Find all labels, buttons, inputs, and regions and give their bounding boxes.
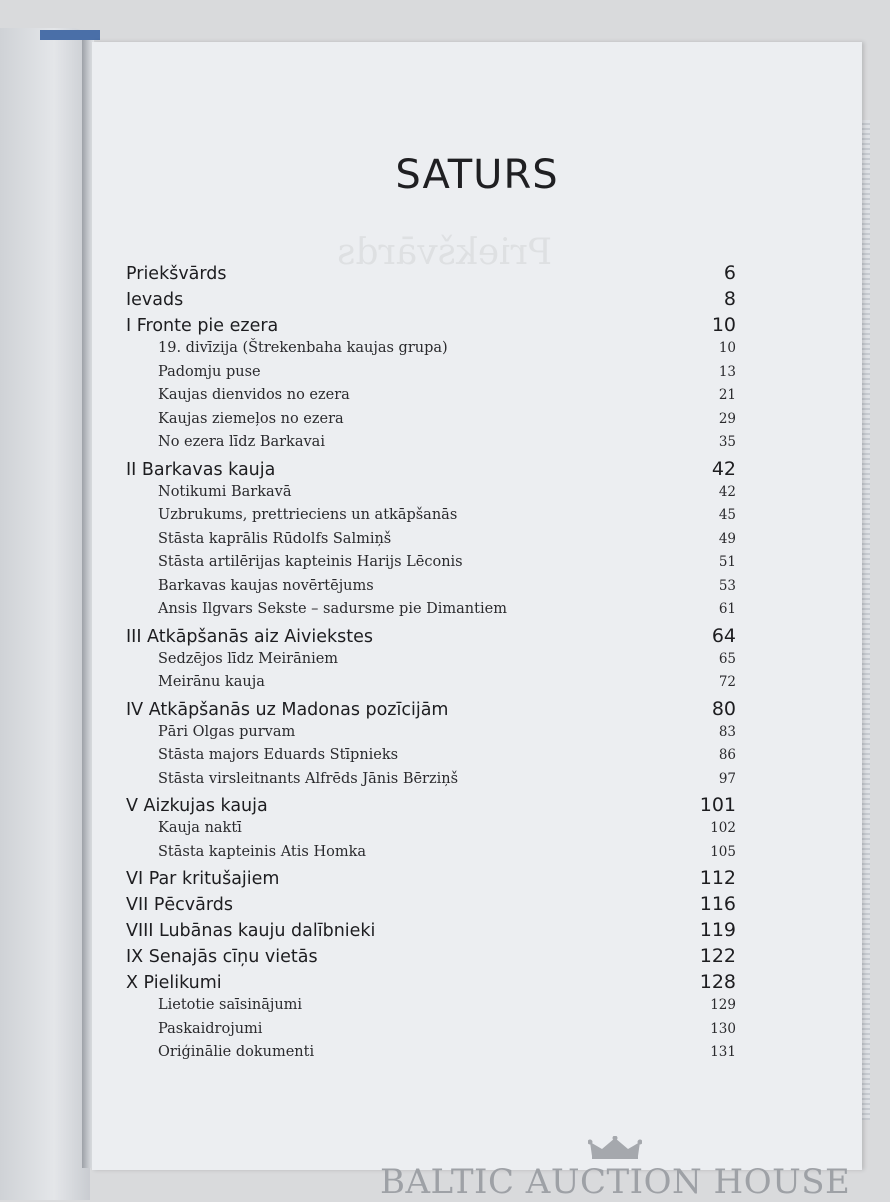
toc-entry-page: 112 bbox=[699, 867, 736, 889]
toc-entry-page: 29 bbox=[718, 410, 736, 427]
toc-entry-page: 51 bbox=[718, 554, 736, 570]
toc-entry-page: 101 bbox=[699, 794, 736, 816]
toc-chapter bbox=[126, 314, 736, 340]
toc-entry-label: Oriģinālie dokumenti bbox=[158, 1044, 315, 1060]
left-page bbox=[0, 28, 90, 1200]
toc-section bbox=[126, 601, 736, 625]
crown-icon bbox=[588, 1136, 642, 1160]
toc-entry-label: Kaujas dienvidos no ezera bbox=[158, 387, 350, 403]
toc-section bbox=[126, 1044, 736, 1068]
toc-section bbox=[126, 364, 736, 388]
toc-entry-page: 42 bbox=[718, 483, 736, 500]
toc-entry-page: 65 bbox=[718, 650, 736, 667]
toc-section bbox=[126, 531, 736, 555]
toc-entry-label: Barkavas kaujas novērtējums bbox=[158, 577, 374, 594]
toc-entry-page: 83 bbox=[718, 723, 736, 740]
toc-entry-page: 10 bbox=[718, 340, 736, 356]
page-title: SATURS bbox=[395, 152, 559, 198]
table-of-contents bbox=[126, 262, 736, 1068]
book-cover-edge bbox=[40, 30, 100, 40]
toc-chapter bbox=[126, 262, 736, 288]
toc-chapter bbox=[126, 458, 736, 484]
toc-entry-page: 8 bbox=[723, 288, 736, 310]
toc-entry-label: Stāsta virsleitnants Alfrēds Jānis Bērziņš bbox=[158, 770, 459, 787]
toc-entry-label: 19. divīzija (Štrekenbaha kaujas grupa) bbox=[158, 340, 448, 356]
toc-entry-label: VI Par kritušajiem bbox=[126, 869, 280, 889]
toc-section bbox=[126, 411, 736, 435]
toc-entry-label: Ievads bbox=[126, 290, 184, 310]
toc-entry-page: 122 bbox=[699, 945, 736, 967]
toc-chapter bbox=[126, 919, 736, 945]
toc-entry-label: Priekšvārds bbox=[126, 264, 227, 284]
toc-entry-page: 10 bbox=[711, 314, 736, 336]
toc-chapter bbox=[126, 893, 736, 919]
toc-entry-page: 80 bbox=[711, 697, 736, 720]
toc-chapter bbox=[126, 945, 736, 971]
toc-section bbox=[126, 674, 736, 698]
toc-entry-label: Meirānu kauja bbox=[158, 674, 265, 690]
toc-entry-page: 72 bbox=[718, 674, 736, 690]
toc-entry-label: Padomju puse bbox=[158, 363, 261, 380]
toc-entry-page: 61 bbox=[718, 601, 736, 617]
book-page bbox=[92, 42, 862, 1170]
toc-section bbox=[126, 771, 736, 795]
toc-entry-page: 105 bbox=[710, 843, 736, 860]
toc-section bbox=[126, 820, 736, 844]
toc-entry-page: 13 bbox=[718, 363, 736, 380]
toc-entry-label: Stāsta majors Eduards Stīpnieks bbox=[158, 747, 399, 763]
toc-section bbox=[126, 484, 736, 508]
toc-section bbox=[126, 340, 736, 364]
toc-entry-page: 6 bbox=[723, 262, 736, 284]
toc-entry-page: 131 bbox=[710, 1044, 736, 1060]
toc-entry-page: 49 bbox=[718, 530, 736, 547]
toc-entry-page: 42 bbox=[711, 457, 736, 480]
toc-section bbox=[126, 997, 736, 1021]
toc-entry-page: 128 bbox=[699, 971, 736, 993]
toc-section bbox=[126, 578, 736, 602]
toc-entry-page: 129 bbox=[710, 997, 736, 1013]
toc-entry-label: III Atkāpšanās aiz Aiviekstes bbox=[126, 626, 374, 647]
toc-section bbox=[126, 387, 736, 411]
toc-entry-page: 53 bbox=[718, 577, 736, 594]
toc-entry-label: V Aizkujas kauja bbox=[126, 796, 268, 816]
watermark-text: BALTIC AUCTION HOUSE bbox=[380, 1162, 851, 1202]
bleed-through-text: Priekšvārds bbox=[337, 232, 553, 273]
toc-entry-page: 35 bbox=[718, 434, 736, 450]
toc-chapter bbox=[126, 867, 736, 893]
toc-section bbox=[126, 844, 736, 868]
toc-entry-label: VIII Lubānas kauju dalībnieki bbox=[126, 921, 376, 941]
toc-entry-page: 86 bbox=[718, 747, 736, 763]
toc-entry-page: 21 bbox=[718, 387, 736, 403]
toc-section bbox=[126, 507, 736, 531]
toc-chapter bbox=[126, 698, 736, 724]
toc-entry-label: IX Senajās cīņu vietās bbox=[126, 947, 318, 967]
toc-entry-label: Stāsta artilērijas kapteinis Harijs Lēconis bbox=[158, 554, 463, 570]
toc-entry-label: Stāsta kapteinis Atis Homka bbox=[158, 843, 366, 860]
toc-section bbox=[126, 747, 736, 771]
toc-entry-label: Kauja naktī bbox=[158, 820, 242, 836]
toc-chapter bbox=[126, 971, 736, 997]
toc-entry-label: Lietotie saīsinājumi bbox=[158, 997, 303, 1013]
toc-section bbox=[126, 434, 736, 458]
toc-entry-page: 97 bbox=[718, 770, 736, 787]
toc-entry-page: 64 bbox=[711, 624, 736, 647]
toc-entry-label: VII Pēcvārds bbox=[126, 895, 233, 915]
toc-chapter bbox=[126, 288, 736, 314]
toc-entry-label: Stāsta kaprālis Rūdolfs Salmiņš bbox=[158, 530, 392, 547]
toc-entry-label: Kaujas ziemeļos no ezera bbox=[158, 410, 344, 427]
toc-chapter bbox=[126, 794, 736, 820]
toc-entry-label: Notikumi Barkavā bbox=[158, 483, 292, 500]
toc-section bbox=[126, 724, 736, 748]
toc-entry-label: Ansis Ilgvars Sekste – sadursme pie Dimantiem bbox=[158, 601, 507, 617]
toc-entry-label: X Pielikumi bbox=[126, 973, 222, 993]
toc-entry-label: IV Atkāpšanās uz Madonas pozīcijām bbox=[126, 699, 449, 720]
toc-section bbox=[126, 554, 736, 578]
toc-entry-label: No ezera līdz Barkavai bbox=[158, 434, 325, 450]
toc-entry-page: 102 bbox=[710, 820, 736, 836]
toc-section bbox=[126, 1021, 736, 1045]
toc-entry-page: 119 bbox=[699, 919, 736, 941]
toc-entry-page: 45 bbox=[718, 507, 736, 523]
watermark bbox=[380, 1136, 850, 1202]
toc-section bbox=[126, 651, 736, 675]
toc-entry-label: Paskaidrojumi bbox=[158, 1020, 263, 1037]
toc-chapter bbox=[126, 625, 736, 651]
toc-entry-label: II Barkavas kauja bbox=[126, 459, 276, 480]
toc-entry-label: Sedzējos līdz Meirāniem bbox=[158, 650, 339, 667]
toc-entry-label: I Fronte pie ezera bbox=[126, 316, 279, 336]
toc-entry-label: Uzbrukums, prettrieciens un atkāpšanās bbox=[158, 507, 458, 523]
toc-entry-label: Pāri Olgas purvam bbox=[158, 723, 296, 740]
toc-entry-page: 116 bbox=[699, 893, 736, 915]
toc-entry-page: 130 bbox=[710, 1020, 736, 1037]
